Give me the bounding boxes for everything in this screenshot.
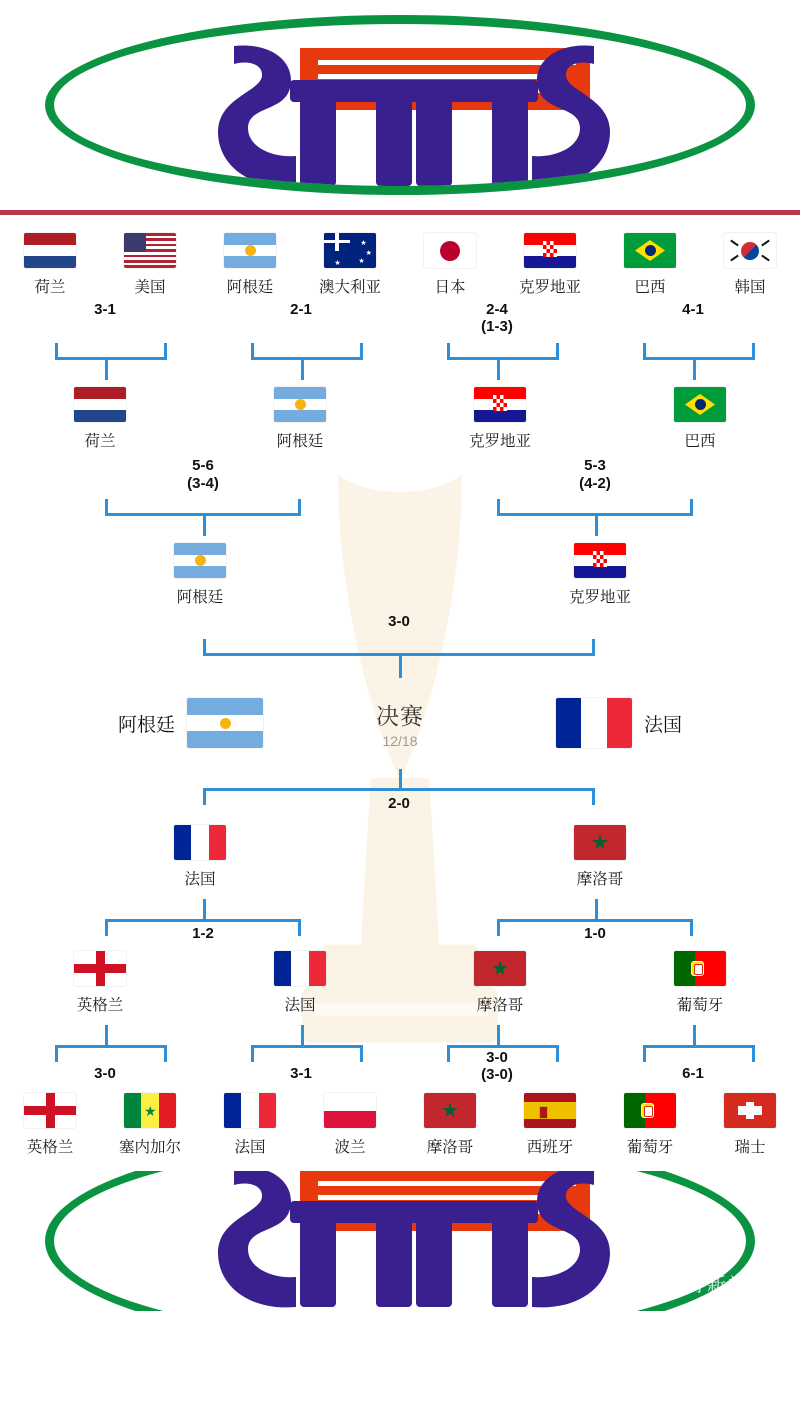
- team-name: 葡萄牙: [626, 1139, 674, 1156]
- flag-england-icon: [74, 951, 126, 986]
- team-name: 法国: [643, 714, 682, 736]
- team-name: 塞内加尔: [118, 1139, 181, 1156]
- team-name: 葡萄牙: [676, 997, 724, 1014]
- team-name: 摩洛哥: [576, 871, 624, 888]
- team-cell[interactable]: [402, 951, 598, 1015]
- match-score: 2-1: [290, 301, 312, 318]
- tournament-bracket: [0, 215, 800, 1157]
- flag-argentina-icon: [174, 543, 226, 578]
- team-cell[interactable]: [400, 825, 800, 889]
- match-score: 6-1: [682, 1065, 704, 1082]
- team-cell[interactable]: [400, 1093, 500, 1157]
- flag-netherlands-icon: [74, 387, 126, 422]
- match-score: 3-0: [388, 613, 410, 630]
- flag-usa-icon: [124, 233, 176, 268]
- team-name: 阿根廷: [176, 589, 224, 606]
- flag-japan-icon: [424, 233, 476, 268]
- quarter-top-scores: [0, 451, 800, 499]
- team-cell[interactable]: [600, 1093, 700, 1157]
- team-cell[interactable]: [200, 233, 300, 297]
- match-score-penalty: (3-4): [187, 475, 219, 492]
- flag-switzerland-icon: [724, 1093, 776, 1128]
- team-cell[interactable]: [0, 1093, 100, 1157]
- quarter-bottom-teams: [0, 951, 800, 1015]
- final-match: [0, 677, 800, 769]
- team-name: 荷兰: [34, 279, 66, 296]
- team-name: 阿根廷: [226, 279, 274, 296]
- flag-croatia-icon: [574, 543, 626, 578]
- match-score-penalty: (4-2): [579, 475, 611, 492]
- flag-argentina-icon: [224, 233, 276, 268]
- bottom-logo-banner: [0, 1171, 800, 1311]
- round16-top-scores: [0, 297, 800, 343]
- watermark-text: @体育新视达: [643, 1275, 770, 1296]
- team-name: 西班牙: [526, 1139, 574, 1156]
- team-name: 澳大利亚: [318, 279, 381, 296]
- match-score: 1-0: [584, 925, 606, 942]
- match-score: 2-4: [486, 301, 508, 318]
- team-name: 法国: [234, 1139, 266, 1156]
- flag-france-icon: [274, 951, 326, 986]
- team-name: 荷兰: [84, 433, 116, 450]
- flag-morocco-icon: [474, 951, 526, 986]
- final-right-team[interactable]: [556, 698, 682, 748]
- match-score: 3-0: [94, 1065, 116, 1082]
- flag-argentina-icon: [187, 698, 263, 748]
- flag-southkorea-icon: [724, 233, 776, 268]
- team-name: 瑞士: [734, 1139, 766, 1156]
- final-label: [376, 698, 424, 749]
- team-name: 克罗地亚: [568, 589, 631, 606]
- team-name: 韩国: [734, 279, 766, 296]
- final-date: 12/18: [382, 732, 418, 749]
- team-name: 摩洛哥: [476, 997, 524, 1014]
- match-score: 3-0: [486, 1049, 508, 1066]
- flag-morocco-icon: [574, 825, 626, 860]
- round16-top-connectors: [0, 343, 800, 365]
- match-score: 1-2: [192, 925, 214, 942]
- match-score: 2-0: [388, 795, 410, 812]
- quarter-bottom-scores: [0, 923, 800, 949]
- team-name: 巴西: [634, 279, 666, 296]
- team-cell[interactable]: [200, 1093, 300, 1157]
- team-cell[interactable]: [2, 951, 198, 1015]
- team-name: 日本: [434, 279, 466, 296]
- flag-australia-icon: ★ ★ ★ ★: [324, 233, 376, 268]
- match-score-penalty: (3-0): [481, 1066, 513, 1083]
- logo-purple-glyph: [204, 1171, 624, 1311]
- team-cell[interactable]: [700, 1093, 800, 1157]
- semi-bottom-connectors: [0, 769, 800, 791]
- team-cell[interactable]: [500, 1093, 600, 1157]
- team-cell[interactable]: [0, 825, 400, 889]
- quarter-top-connectors: [0, 499, 800, 521]
- team-cell[interactable]: [100, 1093, 200, 1157]
- round16-bottom-connectors: [0, 1025, 800, 1049]
- team-cell[interactable]: [300, 233, 400, 297]
- team-name: 英格兰: [76, 997, 124, 1014]
- team-cell[interactable]: [700, 233, 800, 297]
- team-cell[interactable]: [602, 951, 798, 1015]
- team-cell[interactable]: [602, 387, 798, 451]
- team-name: 摩洛哥: [426, 1139, 474, 1156]
- team-cell[interactable]: [402, 387, 598, 451]
- round16-bottom-teams: [0, 1093, 800, 1157]
- flag-croatia-icon: [474, 387, 526, 422]
- team-cell[interactable]: [400, 543, 800, 607]
- flag-senegal-icon: ★: [124, 1093, 176, 1128]
- flag-poland-icon: [324, 1093, 376, 1128]
- flag-france-icon: [174, 825, 226, 860]
- match-score: 4-1: [682, 301, 704, 318]
- team-cell[interactable]: [300, 1093, 400, 1157]
- team-cell[interactable]: [2, 387, 198, 451]
- final-left-team[interactable]: [118, 698, 263, 748]
- flag-brazil-icon: [624, 233, 676, 268]
- final-title: 决赛: [376, 702, 424, 729]
- semi-bottom-teams: [0, 825, 800, 889]
- team-name: 克罗地亚: [518, 279, 581, 296]
- semi-top-connectors: [0, 639, 800, 661]
- team-cell[interactable]: [202, 951, 398, 1015]
- match-score: 5-3: [584, 457, 606, 474]
- flag-brazil-icon: [674, 387, 726, 422]
- team-name: 法国: [284, 997, 316, 1014]
- top-logo-banner: [0, 0, 800, 210]
- team-cell[interactable]: [202, 387, 398, 451]
- team-name: 美国: [134, 279, 166, 296]
- team-cell[interactable]: [600, 233, 700, 297]
- semi-top-teams: [0, 543, 800, 607]
- team-name: 克罗地亚: [468, 433, 531, 450]
- team-cell[interactable]: [0, 233, 100, 297]
- match-score: 3-1: [94, 301, 116, 318]
- flag-france-icon: [224, 1093, 276, 1128]
- flag-spain-icon: [524, 1093, 576, 1128]
- match-score: 3-1: [290, 1065, 312, 1082]
- semi-bottom-scores: [0, 793, 800, 821]
- logo-oval: [45, 15, 755, 195]
- flag-portugal-icon: [624, 1093, 676, 1128]
- match-score-penalty: (1-3): [481, 318, 513, 335]
- match-score: 5-6: [192, 457, 214, 474]
- quarter-bottom-connectors: [0, 899, 800, 923]
- team-cell[interactable]: [400, 233, 500, 297]
- team-cell[interactable]: [500, 233, 600, 297]
- round16-bottom-scores: [0, 1049, 800, 1093]
- quarter-top-teams: [0, 387, 800, 451]
- logo-purple-glyph: [204, 36, 624, 195]
- flag-netherlands-icon: [24, 233, 76, 268]
- team-name: 法国: [184, 871, 216, 888]
- flag-portugal-icon: [674, 951, 726, 986]
- team-name: 英格兰: [26, 1139, 74, 1156]
- team-name: 波兰: [334, 1139, 366, 1156]
- round16-top-teams: [0, 233, 800, 297]
- team-cell[interactable]: [100, 233, 200, 297]
- semi-top-scores: [0, 607, 800, 639]
- flag-england-icon: [24, 1093, 76, 1128]
- flag-morocco-icon: [424, 1093, 476, 1128]
- flag-croatia-icon: [524, 233, 576, 268]
- team-name: 巴西: [684, 433, 716, 450]
- team-name: 阿根廷: [118, 714, 176, 736]
- team-cell[interactable]: [0, 543, 400, 607]
- flag-argentina-icon: [274, 387, 326, 422]
- team-name: 阿根廷: [276, 433, 324, 450]
- flag-france-icon: [556, 698, 632, 748]
